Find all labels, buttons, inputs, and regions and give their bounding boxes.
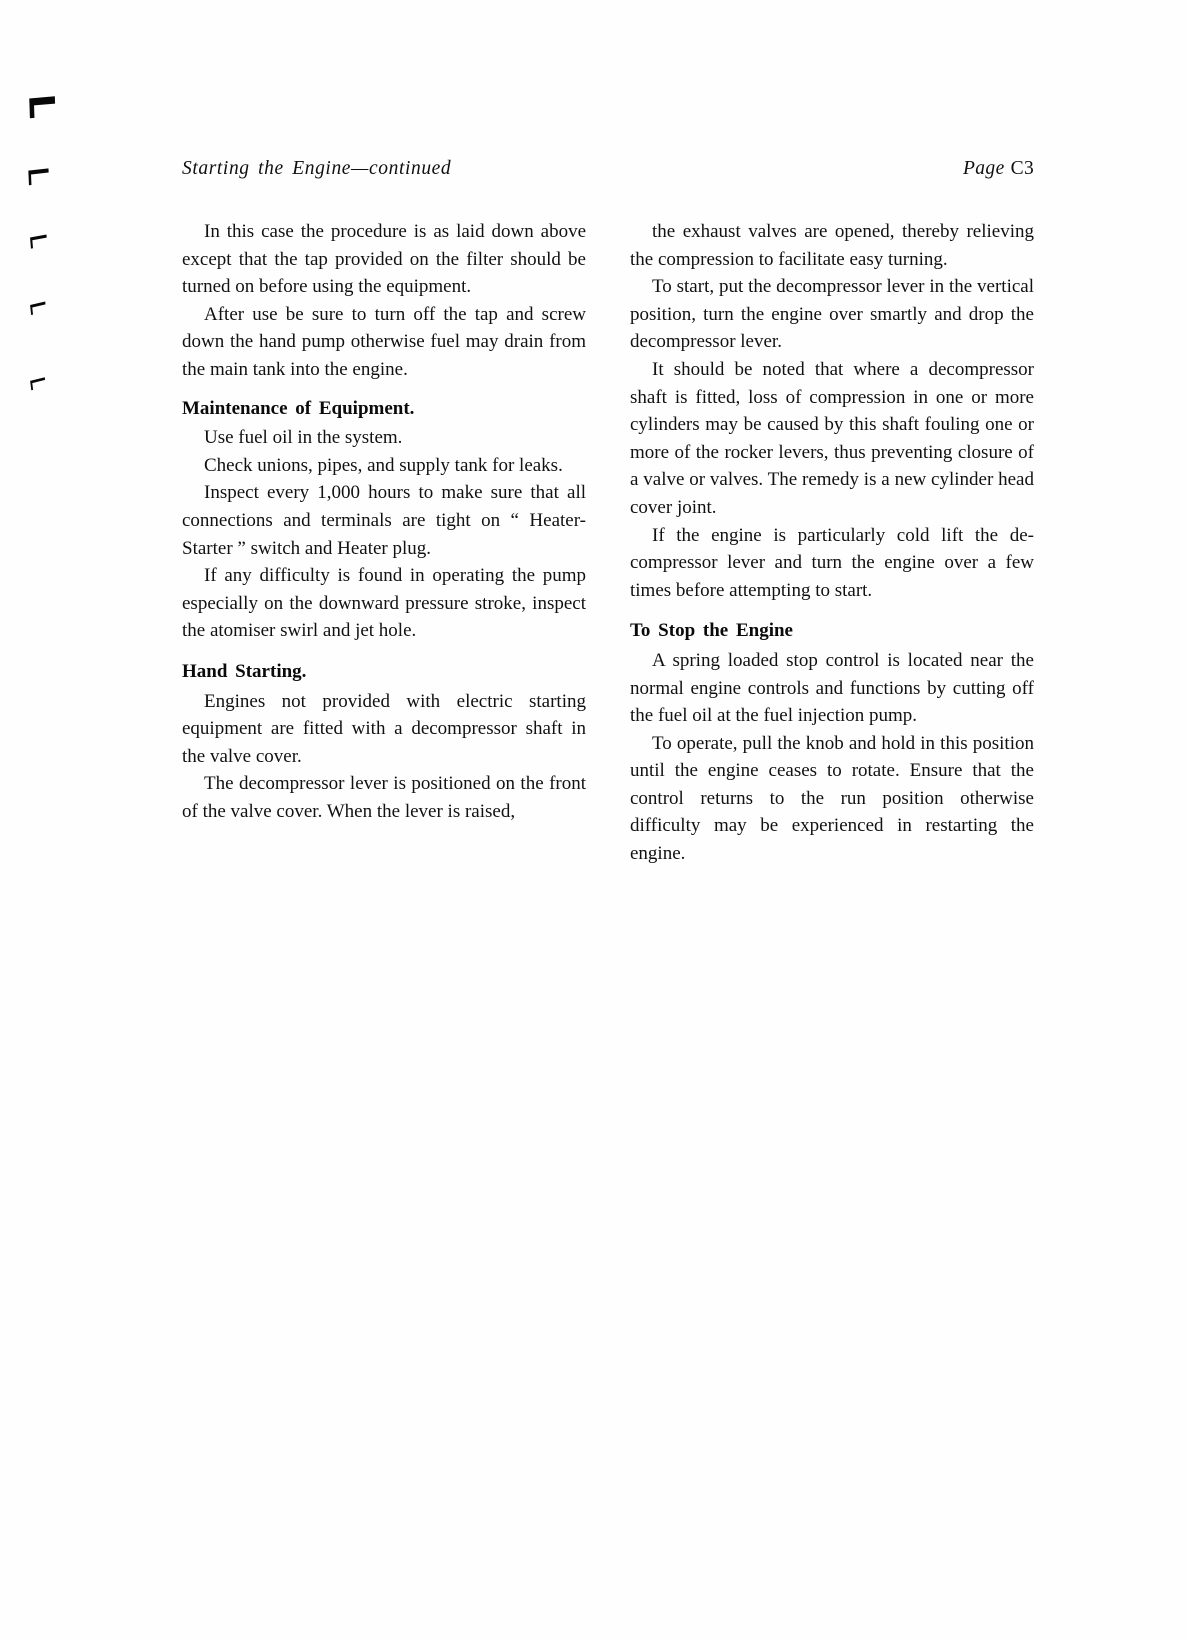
binder-ring-mark-3: ⌐ [25, 214, 52, 265]
section-heading-hand-starting: Hand Starting. [182, 660, 307, 682]
body-columns [182, 218, 1034, 868]
binder-ring-mark-4: ⌐ [25, 284, 51, 330]
section-heading-maintenance-of-equipment: Maintenance of Equipment. [182, 397, 415, 419]
page-number: C3 [1010, 158, 1034, 179]
paragraph: If the engine is particularly cold lift the de-compressor lever and turn the engine over a few times before attempting to start. [630, 524, 1034, 601]
page-word: Page [962, 158, 1005, 179]
paragraph: Engines not provided with electric starting equipment are fitted with a decompressor shaft in the valve cover. [182, 690, 586, 767]
paragraph: After use be sure to turn off the tap and screw down the hand pump otherwise fuel may drain from the main tank into the engine. [182, 303, 586, 380]
paragraph: Inspect every 1,000 hours to make sure that all connections and terminals are tight on “ Heater-Starter ” switch and Heater plug. [182, 482, 586, 559]
running-head-title: Starting the Engine—continued [182, 158, 452, 179]
binder-ring-mark-5: ⌐ [25, 360, 51, 405]
paragraph: Use fuel oil in the system. [204, 427, 403, 449]
paragraph: Check unions, pipes, and supply tank for leaks. [204, 454, 563, 476]
paragraph: It should be noted that where a decompressor shaft is fitted, loss of compression in one or more cylinders may be caused by this shaft fouling one or more of the rocker levers, thus preventing closure of a valve or valves. The remedy is a new cylinder head cover joint. [630, 358, 1034, 518]
paragraph: To operate, pull the knob and hold in this position until the engine ceases to rotate. Ensure that the control returns to the run position otherwise difficulty may be experienced in restarting the engine. [630, 732, 1034, 865]
section-heading-to-stop-the-engine: To Stop the Engine [630, 620, 793, 642]
left-column [182, 218, 586, 868]
binder-ring-mark-1: ⌐ [23, 63, 61, 144]
paragraph: If any difficulty is found in operating the pump especially on the downward pressure stroke, inspect the atomiser swirl and jet hole. [182, 565, 586, 642]
paragraph: the exhaust valves are opened, thereby relieving the compression to facilitate easy turning. [630, 221, 1034, 270]
paragraph: A spring loaded stop control is located near the normal engine controls and functions by cutting off the fuel oil at the fuel injection pump. [630, 649, 1034, 727]
right-column [630, 218, 1034, 868]
paragraph: The decompressor lever is positioned on the front of the valve cover. When the lever is raised, [182, 773, 586, 822]
paragraph: In this case the procedure is as laid down above except that the tap provided on the filter should be turned on before using the equipment. [182, 221, 586, 298]
page-number-label [963, 158, 1034, 180]
binder-ring-marks [0, 0, 90, 420]
running-head [182, 158, 1034, 180]
binder-ring-mark-2: ⌐ [23, 142, 54, 206]
paragraph: To start, put the decompressor lever in the vertical position, turn the engine over smartly and drop the decompressor lever. [630, 276, 1034, 353]
